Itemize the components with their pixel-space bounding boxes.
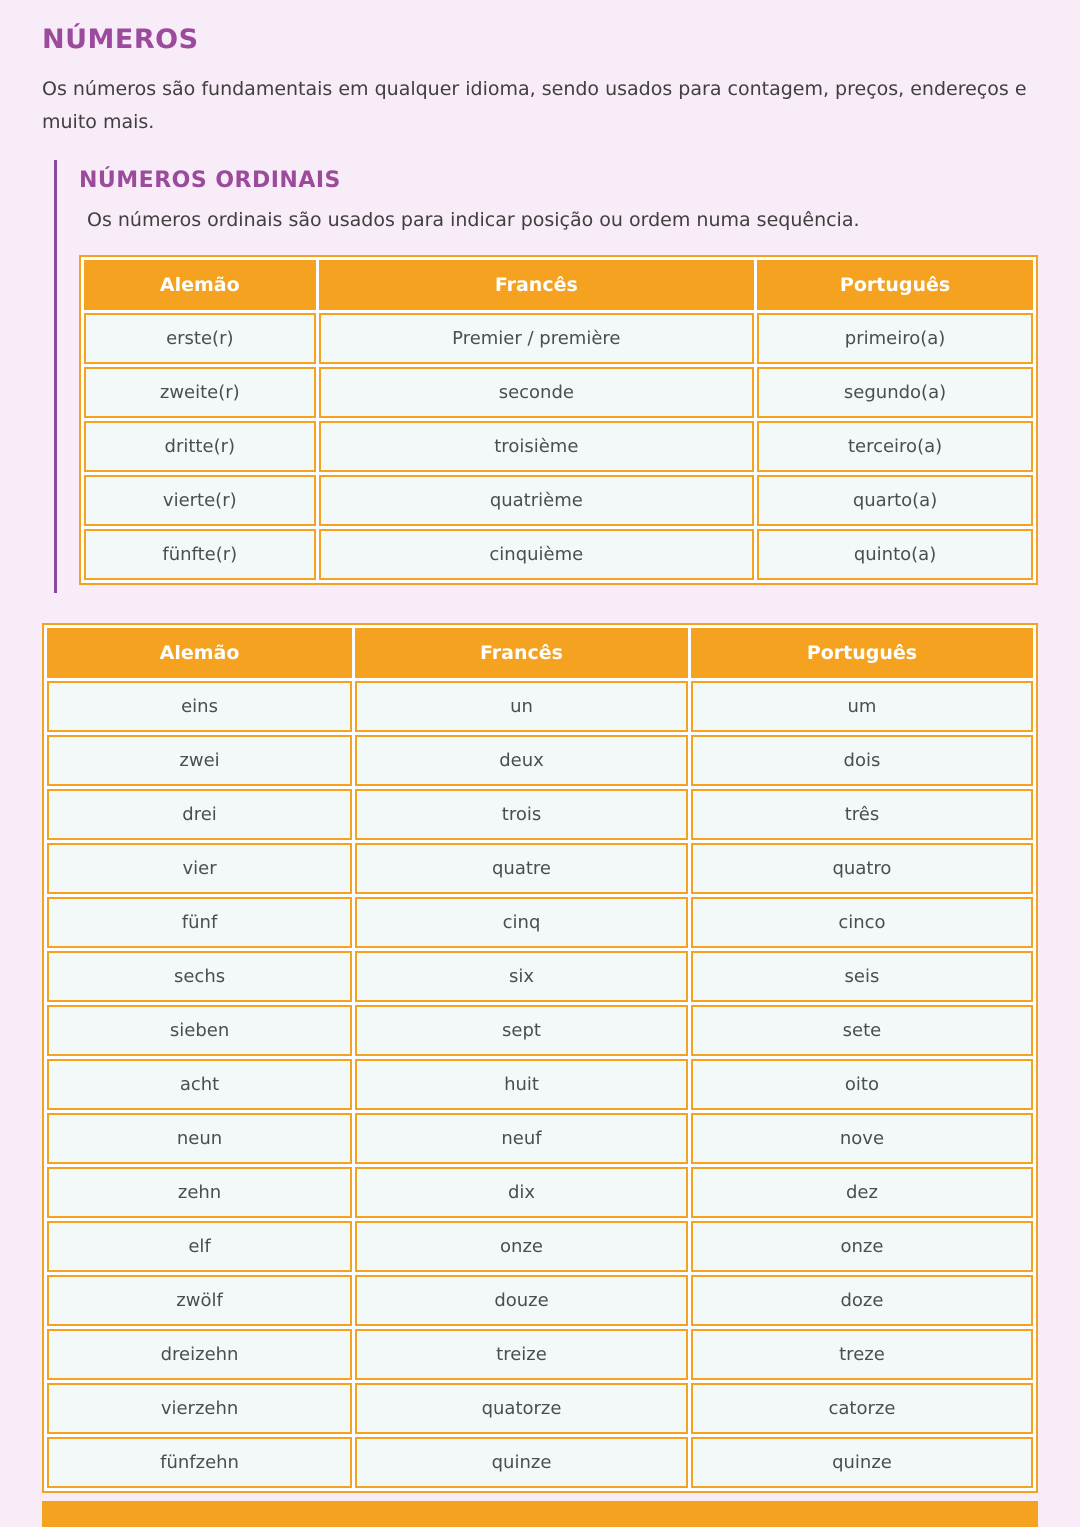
table-cell: quinto(a) [757,529,1033,580]
table-cell: zwölf [47,1275,352,1326]
table-row [47,1167,1033,1218]
table-row [84,421,1033,472]
table-row [47,843,1033,894]
table-cell: treze [691,1329,1033,1380]
table-cell: huit [355,1059,688,1110]
table-cell: troisième [319,421,755,472]
cardinal-numbers-table [42,623,1038,1493]
table-cell: dez [691,1167,1033,1218]
table-cell: sept [355,1005,688,1056]
section-description: Os números ordinais são usados para indicar posição ou ordem numa sequência. [87,208,860,231]
table-row [47,1005,1033,1056]
table-row [84,475,1033,526]
table-cell: fünfzehn [47,1437,352,1488]
table-row [47,1059,1033,1110]
table-row [47,1221,1033,1272]
table-cell: dois [691,735,1033,786]
table-cell: neun [47,1113,352,1164]
column-header: Português [691,628,1033,678]
table-cell: eins [47,681,352,732]
section-title: NÚMEROS ORDINAIS [79,167,341,193]
column-header: Português [757,260,1033,310]
table-row [47,735,1033,786]
ordinal-numbers-table [79,255,1038,585]
table-cell: cinq [355,897,688,948]
table-cell: seconde [319,367,755,418]
table-cell: sieben [47,1005,352,1056]
table-cell: três [691,789,1033,840]
table-cell: oito [691,1059,1033,1110]
table-cell: seis [691,951,1033,1002]
table-cell: quinze [691,1437,1033,1488]
table-cell: acht [47,1059,352,1110]
table-row [47,1113,1033,1164]
table-cell: erste(r) [84,313,316,364]
table-cell: quatorze [355,1383,688,1434]
table-cell: Premier / première [319,313,755,364]
column-header: Francês [355,628,688,678]
table-cell: deux [355,735,688,786]
intro-text: Os números são fundamentais em qualquer idioma, sendo usados para contagem, preços, endereços e muito mais. [42,78,1027,134]
table-cell: doze [691,1275,1033,1326]
table-cell: zweite(r) [84,367,316,418]
table-row [47,951,1033,1002]
table-cell: drei [47,789,352,840]
table-cell: nove [691,1113,1033,1164]
table-cell: cinquième [319,529,755,580]
table-row [47,681,1033,732]
table-cell: un [355,681,688,732]
table-cell: six [355,951,688,1002]
column-header: Alemão [47,628,352,678]
table-cell: dix [355,1167,688,1218]
table-cell: treize [355,1329,688,1380]
table-cell: dreizehn [47,1329,352,1380]
table-cell: neuf [355,1113,688,1164]
table-cell: trois [355,789,688,840]
table-cell: catorze [691,1383,1033,1434]
table-cell: zwei [47,735,352,786]
ordinals-section [54,160,1038,593]
table-cell: sechs [47,951,352,1002]
table-body [84,313,1033,580]
table-row [47,1383,1033,1434]
table-cell: fünfte(r) [84,529,316,580]
table-cell: vierzehn [47,1383,352,1434]
table-cell: um [691,681,1033,732]
table-cell: onze [355,1221,688,1272]
table-head [47,628,1033,678]
table-cell: douze [355,1275,688,1326]
table-cell: quatre [355,843,688,894]
table-cell: vierte(r) [84,475,316,526]
table-cell: fünf [47,897,352,948]
page-title: NÚMEROS [42,24,199,55]
table-cell: cinco [691,897,1033,948]
table-row [47,897,1033,948]
table-header-row [84,260,1033,310]
table-cell: onze [691,1221,1033,1272]
table-row [47,1329,1033,1380]
table-cell: vier [47,843,352,894]
table-row [84,313,1033,364]
table-body [47,681,1033,1488]
table-row [47,1437,1033,1488]
table-row [47,789,1033,840]
table-cell: quatrième [319,475,755,526]
table-cell: quarto(a) [757,475,1033,526]
table-cell: segundo(a) [757,367,1033,418]
table-cell: sete [691,1005,1033,1056]
table-row [47,1275,1033,1326]
column-header: Francês [319,260,755,310]
table-row [84,367,1033,418]
next-table-header-cutoff [42,1501,1038,1527]
table-cell: quatro [691,843,1033,894]
column-header: Alemão [84,260,316,310]
table-cell: elf [47,1221,352,1272]
table-cell: dritte(r) [84,421,316,472]
table-row [84,529,1033,580]
table-cell: primeiro(a) [757,313,1033,364]
table-head [84,260,1033,310]
table-cell: terceiro(a) [757,421,1033,472]
table-cell: quinze [355,1437,688,1488]
table-header-row [47,628,1033,678]
table-cell: zehn [47,1167,352,1218]
